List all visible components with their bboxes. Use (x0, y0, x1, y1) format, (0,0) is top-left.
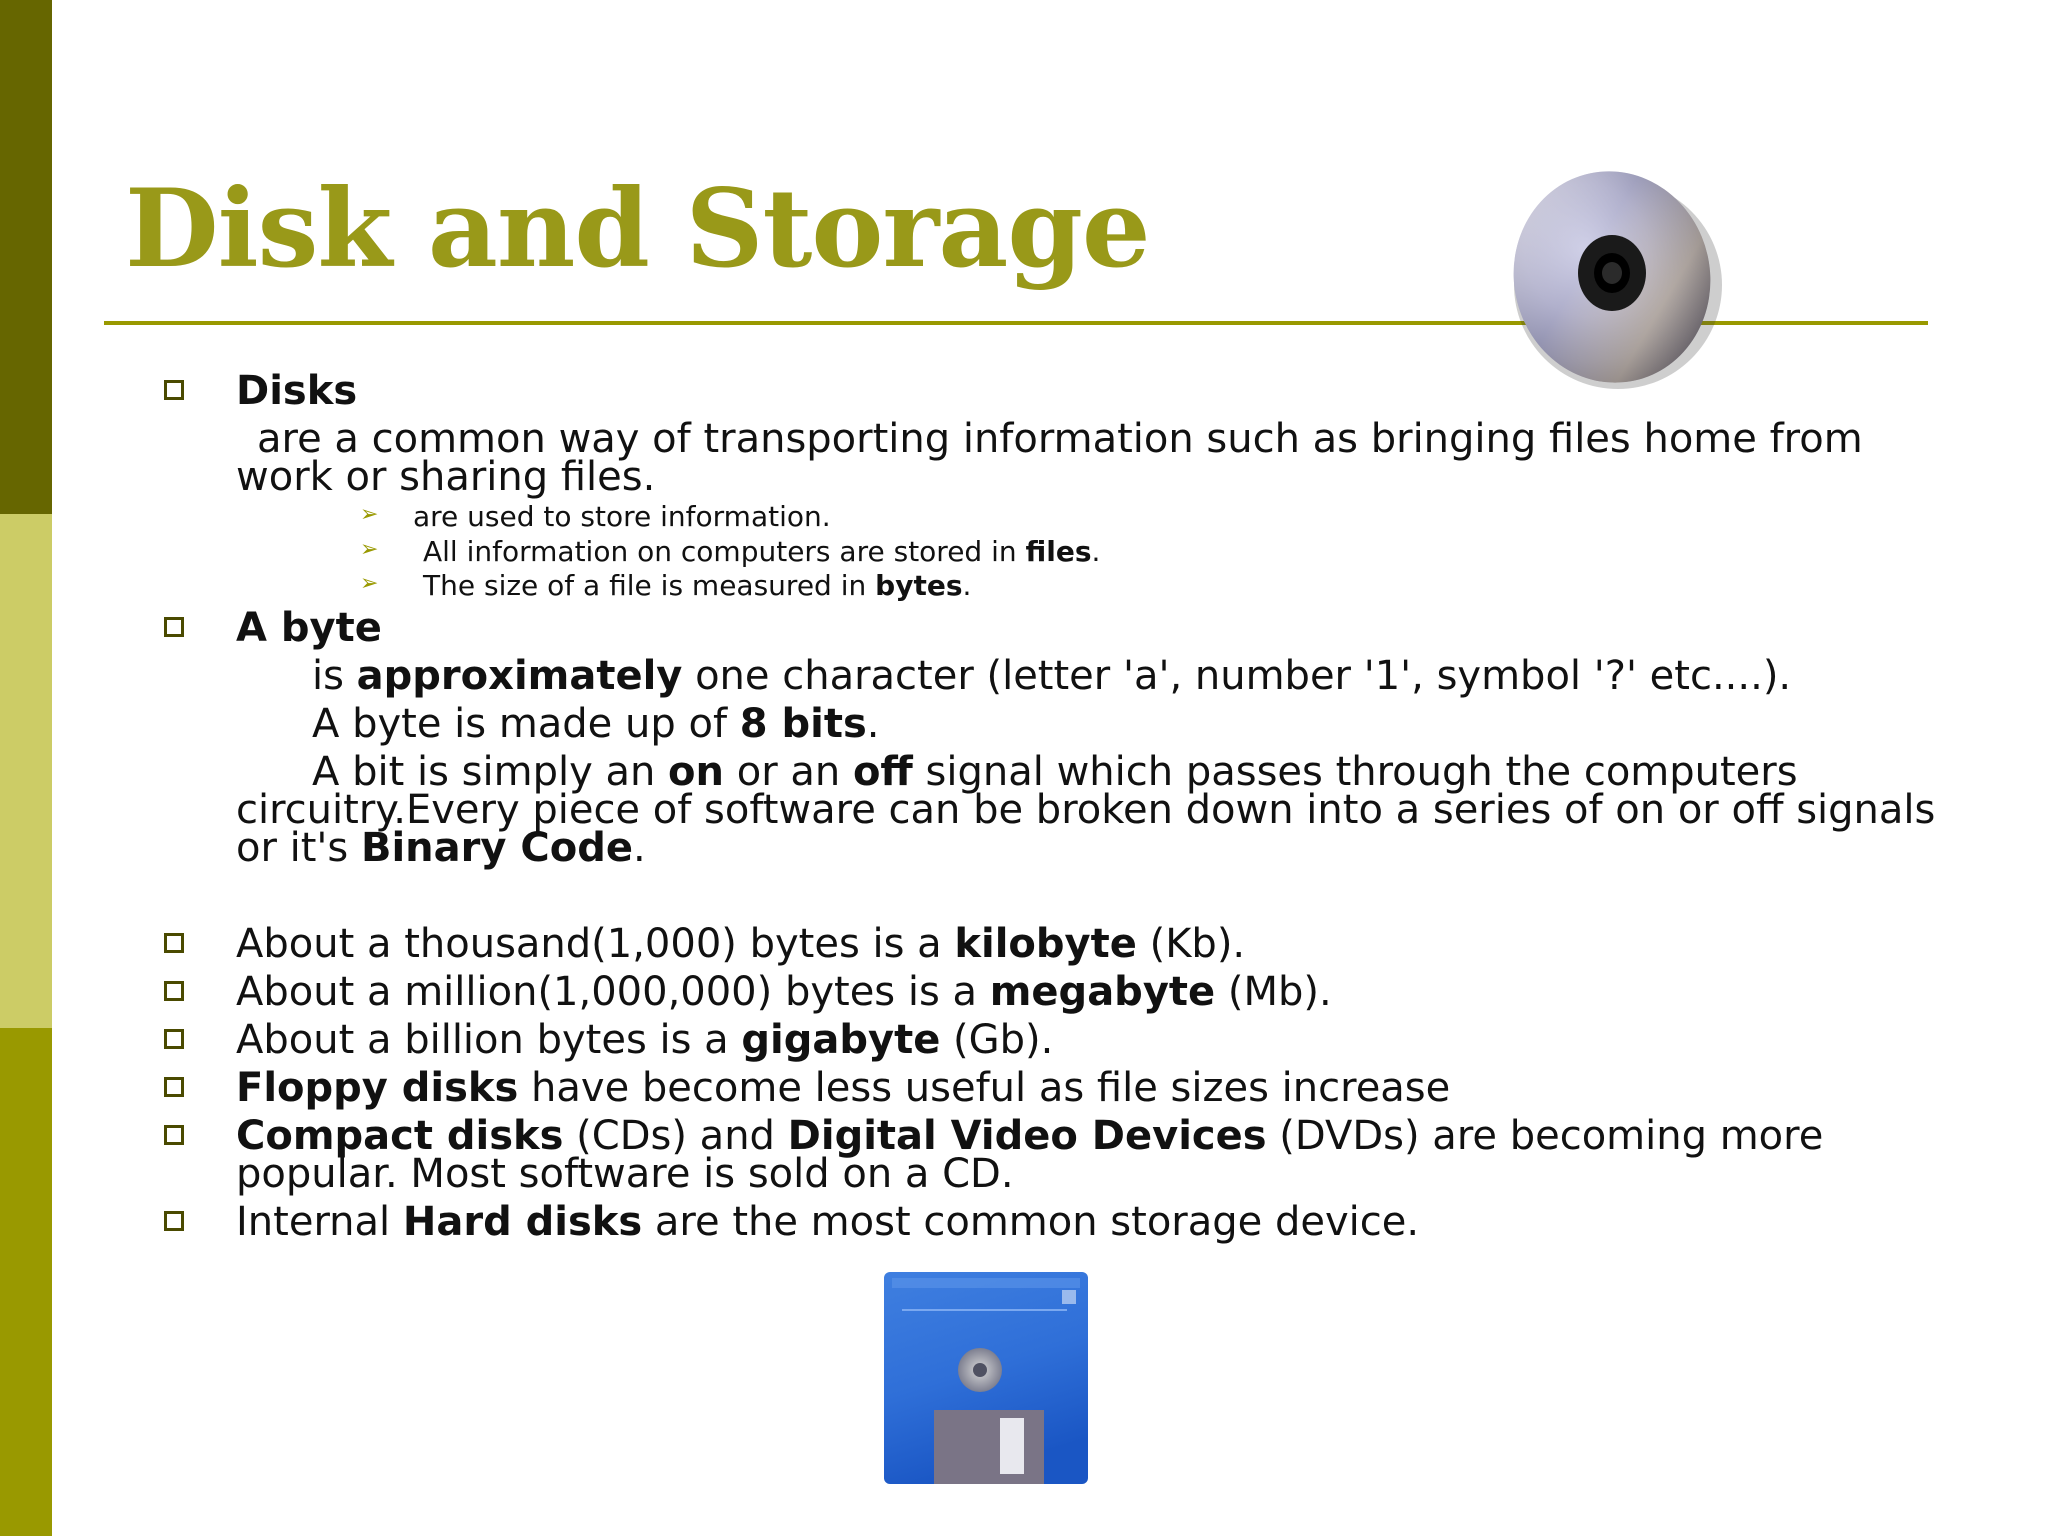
sub-bullet-arrow-icon: ➢ (360, 571, 379, 596)
byte-line-5: or it's Binary Code. (236, 825, 646, 871)
disks-description-line-2: work or sharing files. (236, 454, 656, 500)
bullet-marker (164, 1077, 184, 1097)
slide-title: Disk and Storage (125, 166, 1150, 292)
megabyte-item: About a million(1,000,000) bytes is a megabyte (Mb). (236, 969, 1332, 1015)
sidebar-band-top (0, 0, 52, 514)
compact-disks-item-line-2: popular. Most software is sold on a CD. (236, 1151, 1014, 1197)
bullet-marker (164, 981, 184, 1001)
disks-sub-item-2: All information on computers are stored in files. (423, 535, 1101, 568)
bullet-marker (164, 1029, 184, 1049)
sub-bullet-arrow-icon: ➢ (360, 537, 379, 562)
bullet-marker (164, 1125, 184, 1145)
disks-heading: Disks (236, 368, 358, 414)
floppy-disk-icon (882, 1270, 1092, 1488)
byte-line-4: circuitry.Every piece of software can be broken down into a series of on or off signals (236, 787, 1936, 833)
sidebar-band-middle (0, 514, 52, 1028)
compact-disks-item-line-1: Compact disks (CDs) and Digital Video Devices (DVDs) are becoming more (236, 1113, 1824, 1159)
bullet-marker (164, 380, 184, 400)
hard-disks-item: Internal Hard disks are the most common storage device. (236, 1199, 1420, 1245)
disks-description-line-1: are a common way of transporting information such as bringing files home from (257, 416, 1863, 462)
byte-line-2: A byte is made up of 8 bits. (312, 701, 880, 747)
floppy-disks-item: Floppy disks have become less useful as file sizes increase (236, 1065, 1451, 1111)
bullet-marker (164, 617, 184, 637)
byte-heading: A byte (236, 605, 382, 651)
sidebar-band-bottom (0, 1028, 52, 1536)
kilobyte-item: About a thousand(1,000) bytes is a kilobyte (Kb). (236, 921, 1246, 967)
bullet-marker (164, 933, 184, 953)
byte-line-1: is approximately one character (letter 'a', number '1', symbol '?' etc....). (312, 653, 1792, 699)
bullet-marker (164, 1211, 184, 1231)
cd-disc-icon (1500, 165, 1730, 395)
gigabyte-item: About a billion bytes is a gigabyte (Gb). (236, 1017, 1054, 1063)
disks-sub-item-3: The size of a file is measured in bytes. (423, 569, 972, 602)
sub-bullet-arrow-icon: ➢ (360, 502, 379, 527)
byte-line-3: A bit is simply an on or an off signal which passes through the computers (312, 749, 1798, 795)
disks-sub-item-1: are used to store information. (413, 500, 831, 533)
